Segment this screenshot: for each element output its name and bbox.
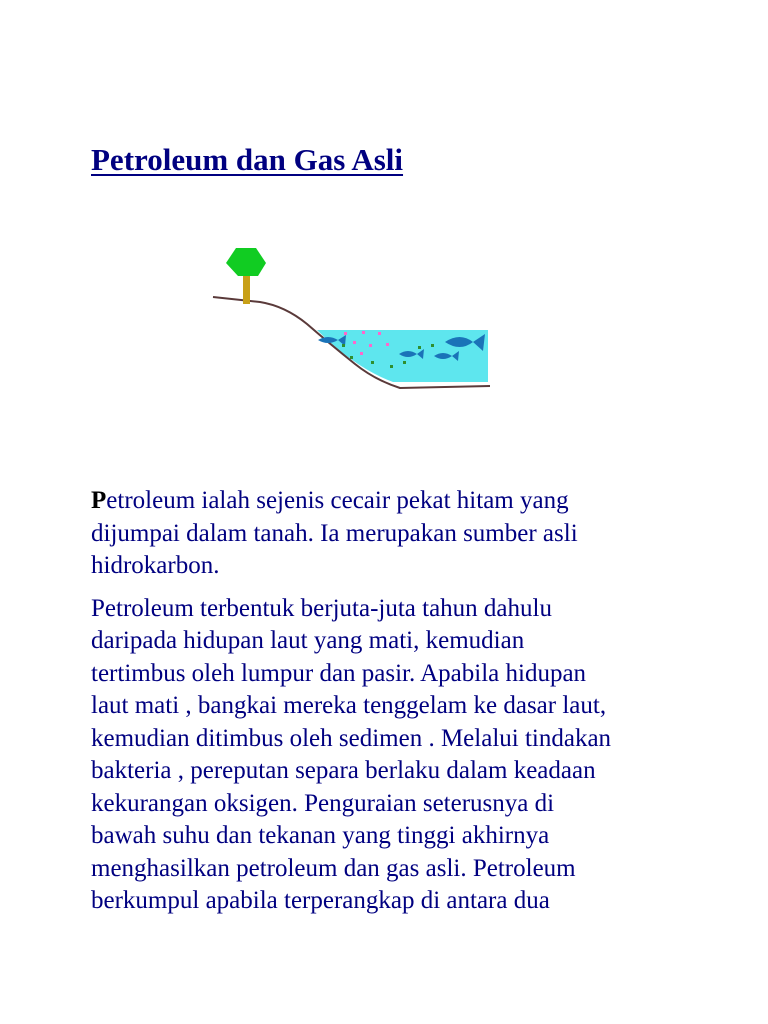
text-line: menghasilkan petroleum dan gas asli. Petroleum xyxy=(91,854,576,882)
paragraph-formation xyxy=(91,593,691,918)
text-line: daripada hidupan laut yang mati, kemudian xyxy=(91,627,525,654)
text-line: dijumpai dalam tanah. Ia merupakan sumber asli xyxy=(91,519,578,547)
tree-foliage xyxy=(226,248,266,276)
page-title: Petroleum dan Gas Asli xyxy=(91,142,404,177)
drop-letter: P xyxy=(91,487,107,514)
paragraph-definition xyxy=(91,485,691,583)
seabed-illustration xyxy=(205,240,495,400)
text-line: kemudian ditimbus oleh sedimen . Melalui tindakan xyxy=(91,724,612,752)
tree-icon xyxy=(226,248,266,304)
body-text xyxy=(91,485,691,918)
text-line: laut mati , bangkai mereka tenggelam ke dasar laut, xyxy=(91,692,607,719)
text-line: bakteria , pereputan separa berlaku dalam keadaan xyxy=(91,757,596,784)
text-line: Petroleum terbentuk berjuta-juta tahun dahulu xyxy=(91,594,552,622)
text-line: berkumpul apabila terperangkap di antara dua xyxy=(91,887,550,914)
text-line: hidrokarbon. xyxy=(91,552,220,579)
text-line: kekurangan oksigen. Penguraian seterusnya di xyxy=(91,789,555,817)
text-line: tertimbus oleh lumpur dan pasir. Apabila hidupan xyxy=(91,659,587,687)
text-line: bawah suhu dan tekanan yang tinggi akhirnya xyxy=(91,822,550,849)
text-line: etroleum ialah sejenis cecair pekat hitam yang xyxy=(106,487,569,514)
